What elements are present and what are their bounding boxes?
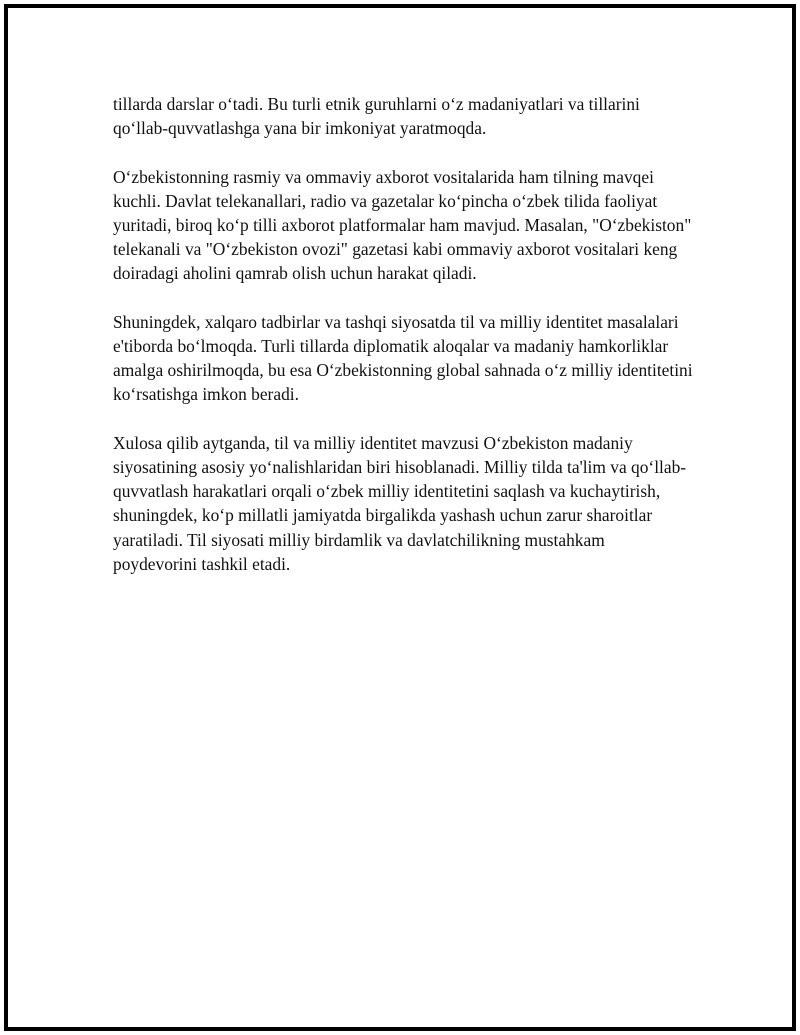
paragraph-1: tillarda darslar o‘tadi. Bu turli etnik guruhlarni o‘z madaniyatlari va tillarini qo‘llab-quvvatlashga yana bir imkoniyat yaratmoqda.: [113, 94, 640, 139]
paragraph-3: Shuningdek, xalqaro tadbirlar va tashqi siyosatda til va milliy identitet masalalari e'tiborda bo‘lmoqda. Turli tillarda diplomatik aloqalar va madaniy hamkorliklar amalga oshirilmoqda, bu esa O‘zbekistonning global sahnada o‘z milliy identitetini ko‘rsatishga imkon beradi.: [113, 311, 693, 405]
paragraph-4: Xulosa qilib aytganda, til va milliy identitet mavzusi O‘zbekiston madaniy siyosatining asosiy yo‘nalishlaridan biri hisoblanadi. Milliy tilda ta'lim va qo‘llab-quvvatlash harakatlari orqali o‘zbek milliy identitetini saqlash va kuchaytirish, shuningdek, ko‘p millatli jamiyatda birgalikda yashash uchun zarur sharoitlar yaratiladi. Til siyosati milliy birdamlik va davlatchilikning mustahkam poydevorini tashkil etadi.: [113, 432, 687, 574]
paragraph-2: O‘zbekistonning rasmiy va ommaviy axborot vositalarida ham tilning mavqei kuchli. Davlat telekanallari, radio va gazetalar ko‘pincha o‘zbek tilida faoliyat yuritadi, biroq ko‘p tilli axborot platformalar ham mavjud. Masalan, "O‘zbekiston" telekanali va "O‘zbekiston ovozi" gazetasi kabi ommaviy axborot vositalari keng doiradagi aholini qamrab olish uchun harakat qiladi.: [113, 166, 692, 284]
document-body: [113, 92, 693, 576]
